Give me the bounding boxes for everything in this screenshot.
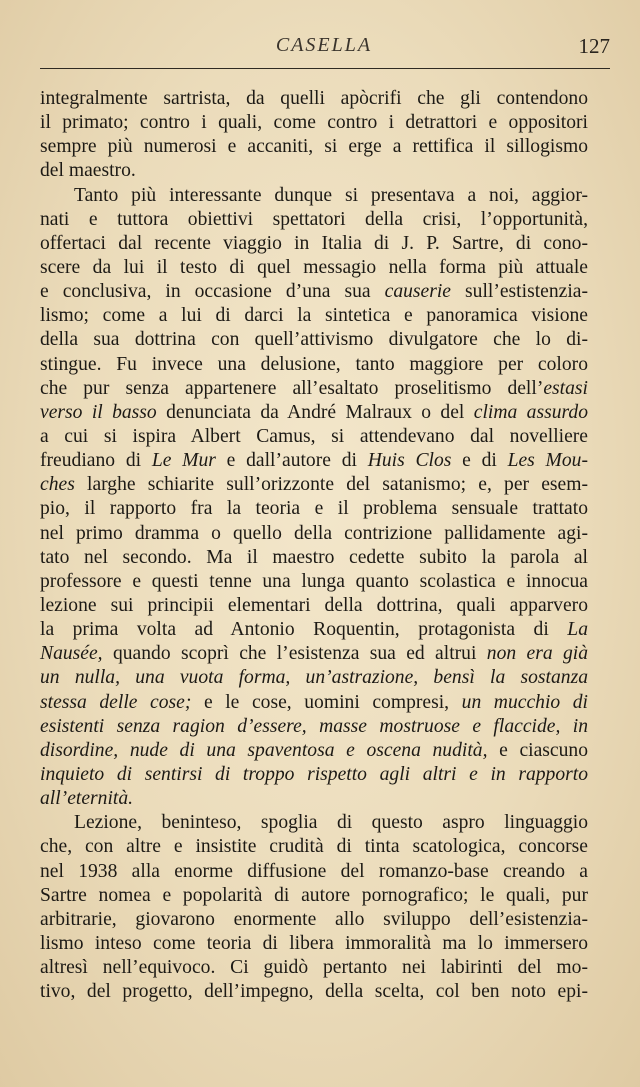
text-line xyxy=(40,473,588,497)
italic-text-segment: clima assurdo xyxy=(473,401,589,423)
text-segment: a cui si ispira Albert Camus, si attendevano dal novelliere xyxy=(40,425,588,447)
text-segment: quando scoprì che l’esistenza sua ed altrui xyxy=(102,643,487,665)
text-segment: sull’estistenzia- xyxy=(451,281,588,303)
text-line xyxy=(40,208,588,232)
text-segment: nel 1938 alla enorme diffusione del romanzo-base creando a xyxy=(40,860,588,882)
text-segment: e conclusiva, in occasione d’una sua xyxy=(40,281,385,303)
italic-text-segment: Le Mur xyxy=(151,450,216,472)
text-segment: della sua dottrina con quell’attivismo divulgatore che lo di- xyxy=(40,329,588,351)
text-line xyxy=(40,932,588,956)
text-line xyxy=(40,425,588,449)
text-segment: e dall’autore di xyxy=(215,450,368,472)
text-line xyxy=(40,835,588,859)
text-segment: che, con altre e insistite crudità di tinta scatologica, concorse xyxy=(40,836,588,858)
text-line xyxy=(40,594,588,618)
text-segment: lismo; come a lui di darci la sintetica e panoramica visione xyxy=(40,305,588,327)
text-segment: sempre più numerosi e accaniti, si erge a rettifica il sillogismo xyxy=(40,136,588,158)
italic-text-segment: non era già xyxy=(486,643,588,665)
text-line xyxy=(40,353,588,377)
text-segment: larghe schiarite sull’orizzonte del satanismo; e, per esem- xyxy=(74,474,588,496)
body-text xyxy=(40,87,588,1004)
text-segment: arbitrarie, giovarono enormente allo sviluppo dell’esistenzia- xyxy=(40,908,588,930)
page-header xyxy=(36,34,612,64)
text-line xyxy=(40,763,588,787)
text-segment: del maestro. xyxy=(40,160,136,182)
text-segment: altresì nell’equivoco. Ci guidò pertanto nei labirinti del mo- xyxy=(40,957,588,979)
text-segment: il primato; contro i quali, come contro i detrattori e oppositori xyxy=(40,112,588,134)
italic-text-segment: inquieto di sentirsi di troppo rispetto agli altri e in rapporto xyxy=(40,763,588,785)
text-segment: scere da lui il testo di quel messagio nella forma più attuale xyxy=(40,256,588,278)
text-line xyxy=(40,135,588,159)
text-line xyxy=(40,497,588,521)
text-line xyxy=(40,980,588,1004)
text-segment: e di xyxy=(451,450,508,472)
text-segment: freudiano di xyxy=(40,450,152,472)
text-line xyxy=(40,691,588,715)
text-segment: lezione sui principii elementari della dottrina, quali apparvero xyxy=(40,594,588,616)
italic-text-segment: stessa delle cose; xyxy=(40,691,192,713)
text-segment: Tanto più interessante dunque si presentava a noi, aggior- xyxy=(74,184,588,206)
text-segment: professore e questi tenne una lunga quanto scolastica e innocua xyxy=(40,570,588,592)
text-line xyxy=(40,787,588,811)
text-line xyxy=(40,377,588,401)
text-segment: Lezione, beninteso, spoglia di questo aspro linguaggio xyxy=(74,812,588,834)
text-segment: tato nel secondo. Ma il maestro cedette subito la parola al xyxy=(40,546,588,568)
italic-text-segment: verso il basso xyxy=(40,401,157,423)
italic-text-segment: estasi xyxy=(543,377,588,399)
text-line xyxy=(40,328,588,352)
header-rule xyxy=(40,68,610,69)
text-segment: e ciascuno xyxy=(487,739,588,761)
running-title: CASELLA xyxy=(275,34,373,56)
text-line xyxy=(40,860,588,884)
text-line xyxy=(40,618,588,642)
text-segment: Sartre nomea e popolarità di autore pornografico; le quali, pur xyxy=(40,884,588,906)
italic-text-segment: causerie xyxy=(384,281,452,303)
text-segment: denunciata da André Malraux o del xyxy=(156,401,474,423)
text-line xyxy=(40,401,588,425)
text-segment: offertaci dal recente viaggio in Italia di J. P. Sartre, di cono- xyxy=(40,232,588,254)
text-segment: lismo inteso come teoria di libera immoralità ma lo immersero xyxy=(40,932,588,954)
italic-text-segment: Les Mou- xyxy=(507,450,588,472)
text-segment: e le cose, uomini compresi, xyxy=(191,691,462,713)
text-line xyxy=(40,449,588,473)
text-segment: tivo, del progetto, dell’impegno, della scelta, col ben noto epi- xyxy=(40,981,588,1003)
italic-text-segment: esistenti senza ragion d’essere, masse mostruose e flaccide, in xyxy=(40,715,588,737)
italic-text-segment: all’eternità. xyxy=(40,788,134,810)
text-line xyxy=(40,666,588,690)
text-segment: integralmente sartrista, da quelli apòcrifi che gli contendono xyxy=(40,88,588,109)
italic-text-segment: La xyxy=(567,619,588,641)
text-line xyxy=(40,522,588,546)
text-line xyxy=(40,884,588,908)
text-segment: nel primo dramma o quello della contrizione pallidamente agi- xyxy=(40,522,588,544)
text-line xyxy=(40,956,588,980)
text-segment: nati e tuttora obiettivi spettatori della crisi, l’opportunità, xyxy=(40,208,588,230)
text-line xyxy=(40,304,588,328)
text-line xyxy=(40,546,588,570)
text-line xyxy=(40,642,588,666)
italic-text-segment: ches xyxy=(40,474,75,496)
text-line xyxy=(40,811,588,835)
text-line xyxy=(40,570,588,594)
text-line xyxy=(40,184,588,208)
page-number: 127 xyxy=(578,34,610,58)
text-segment: stingue. Fu invece una delusione, tanto maggiore per coloro xyxy=(40,353,588,375)
text-line xyxy=(40,111,588,135)
italic-text-segment: Nausée, xyxy=(40,643,103,665)
text-line xyxy=(40,87,588,111)
italic-text-segment: un mucchio di xyxy=(461,691,589,713)
text-segment: pio, il rapporto fra la teoria e il problema sensuale trattato xyxy=(40,498,588,520)
italic-text-segment: disordine, nude di una spaventosa e oscena nudità, xyxy=(40,739,488,761)
text-line xyxy=(40,739,588,763)
text-line xyxy=(40,715,588,739)
italic-text-segment: Huis Clos xyxy=(367,450,452,472)
text-line xyxy=(40,908,588,932)
text-line xyxy=(40,280,588,304)
text-line xyxy=(40,256,588,280)
text-segment: che pur senza appartenere all’esaltato proselitismo dell’ xyxy=(40,377,544,399)
text-line xyxy=(40,159,588,183)
text-segment: la prima volta ad Antonio Roquentin, protagonista di xyxy=(40,619,568,641)
italic-text-segment: un nulla, una vuota forma, un’astrazione, bensì la sostanza xyxy=(40,667,588,689)
text-line xyxy=(40,232,588,256)
